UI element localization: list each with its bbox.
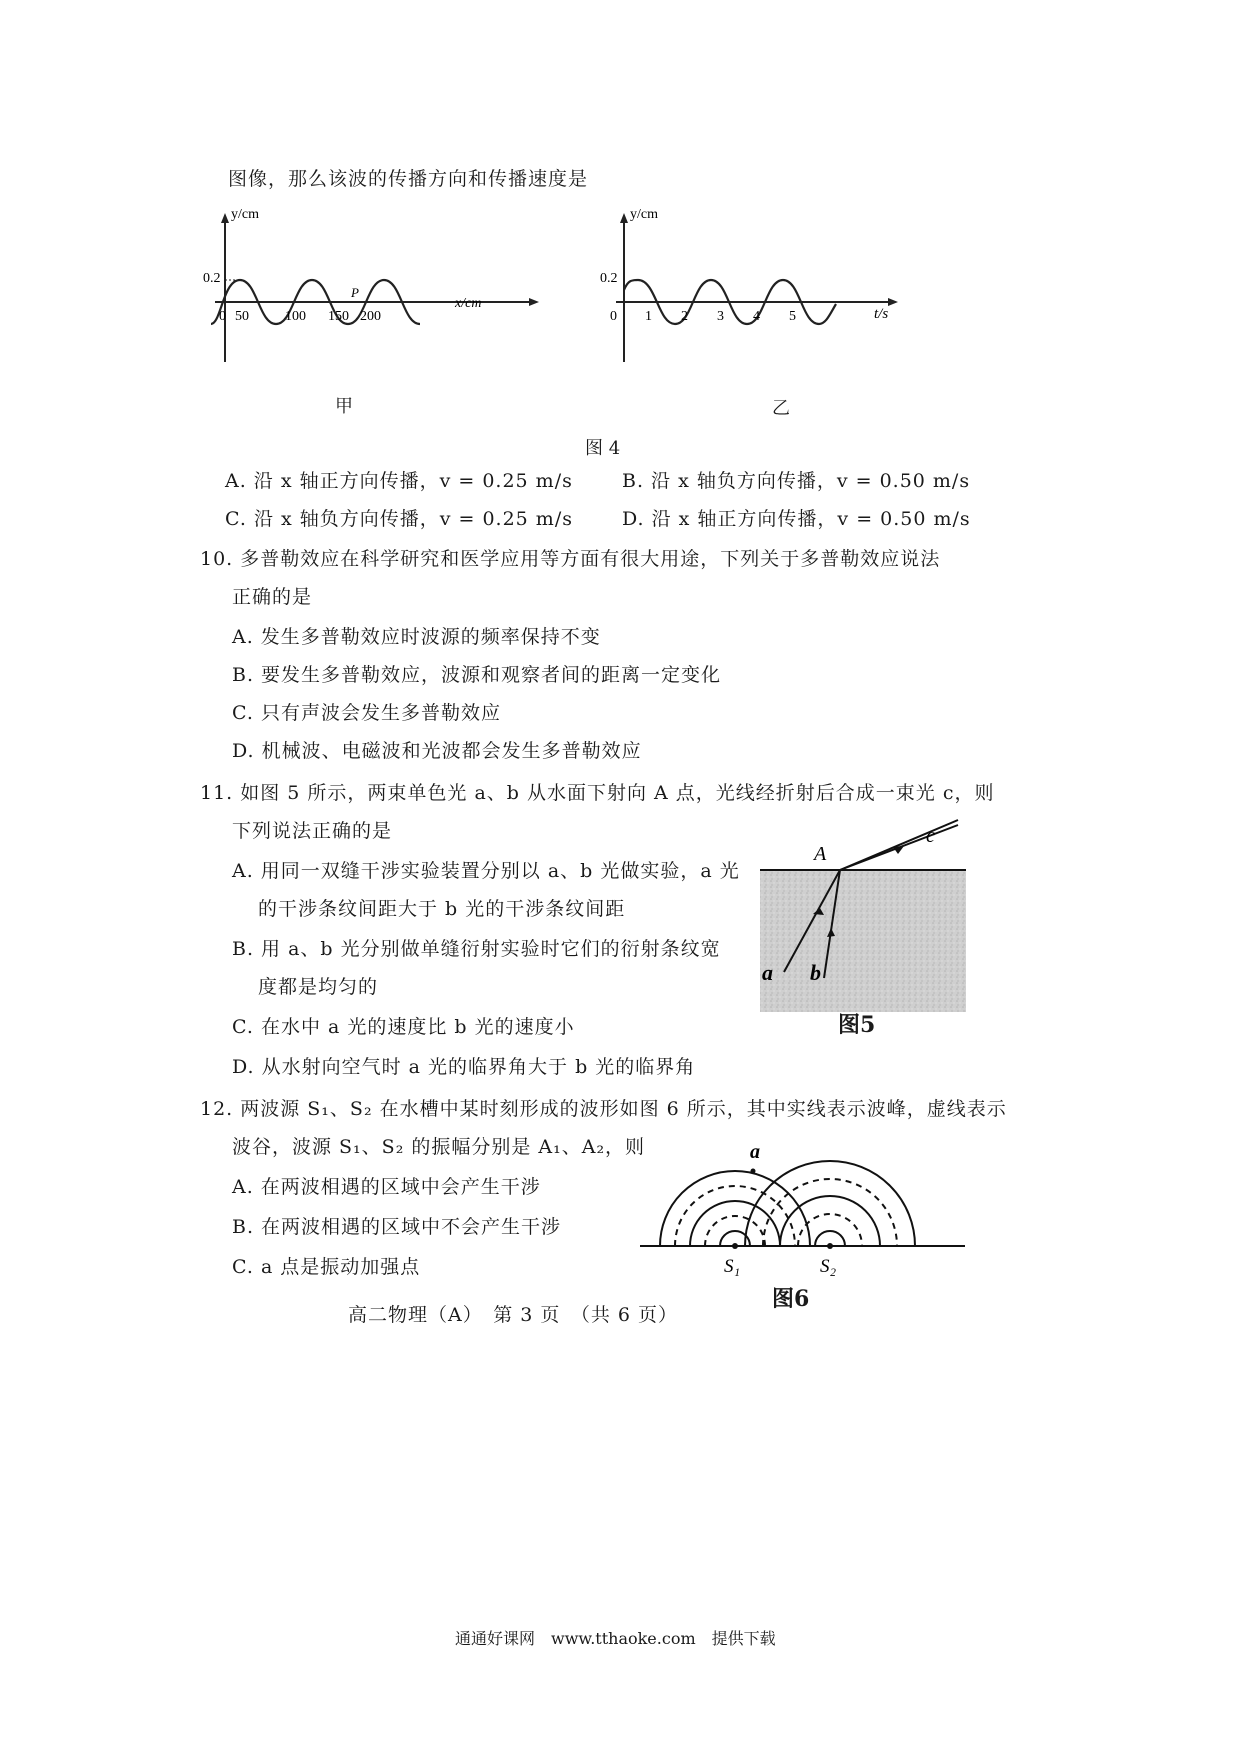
xtick: 2 [681, 309, 688, 324]
xtick: 4 [753, 309, 760, 324]
label-s2: S₂ [820, 1256, 837, 1277]
intro-text: 图像，那么该波的传播方向和传播速度是 [228, 168, 589, 190]
xlabel: t/s [874, 306, 889, 322]
q10-option-c: C. 只有声波会发生多普勒效应 [232, 702, 501, 724]
ytick: 0.2 [203, 271, 221, 286]
q11-stem-line2: 下列说法正确的是 [232, 820, 393, 842]
xtick: 200 [360, 309, 381, 324]
q11-option-b-line1: B. 用 a、b 光分别做单缝衍射实验时它们的衍射条纹宽 [232, 938, 721, 960]
q11-option-d: D. 从水射向空气时 a 光的临界角大于 b 光的临界角 [232, 1056, 696, 1078]
xtick: 0 [610, 309, 617, 324]
fig4-right-caption: 乙 [772, 398, 790, 419]
label-a: a [762, 960, 773, 985]
q11-option-a-line2: 的干涉条纹间距大于 b 光的干涉条纹间距 [258, 898, 626, 920]
label-a: a [750, 1141, 760, 1163]
label-c: c [926, 825, 935, 847]
point-a-dot [751, 1169, 756, 1174]
q11-stem-line1: 11. 如图 5 所示，两束单色光 a、b 从水面下射向 A 点，光线经折射后合成一束光 c，则 [200, 782, 995, 804]
xtick: 0 [219, 309, 226, 324]
q12-option-b: B. 在两波相遇的区域中不会产生干涉 [232, 1216, 562, 1238]
label-A: A [814, 843, 827, 865]
q11-option-b-line2: 度都是均匀的 [258, 976, 379, 998]
fig4-caption: 图 4 [585, 438, 621, 459]
fig4-right-graph [600, 207, 910, 370]
fig5-refraction-diagram [758, 820, 973, 1030]
xtick: 150 [328, 309, 349, 324]
s2-crests [745, 1161, 915, 1246]
page-footer: 高二物理（A） 第 3 页 （共 6 页） [348, 1304, 679, 1326]
point-p-label: P [351, 285, 359, 300]
q12-option-c: C. a 点是振动加强点 [232, 1256, 421, 1278]
q9-option-c: C. 沿 x 轴负方向传播，v = 0.25 m/s [225, 508, 573, 530]
site-footer: 通通好课网 www.tthaoke.com 提供下载 [455, 1629, 776, 1648]
q10-option-d: D. 机械波、电磁波和光波都会发生多普勒效应 [232, 740, 642, 762]
s2-dot [827, 1243, 833, 1249]
fig6-caption: 图6 [772, 1286, 810, 1312]
xtick: 50 [235, 309, 249, 324]
water-region [760, 870, 966, 1012]
q9-option-a: A. 沿 x 轴正方向传播，v = 0.25 m/s [225, 470, 573, 492]
q10-option-b: B. 要发生多普勒效应，波源和观察者间的距离一定变化 [232, 664, 722, 686]
xtick: 1 [645, 309, 652, 324]
q12-option-a: A. 在两波相遇的区域中会产生干涉 [232, 1176, 541, 1198]
fig4-left-graph [203, 207, 545, 370]
ytick: 0.2 [600, 271, 618, 286]
fig4-left-caption: 甲 [335, 396, 353, 417]
q11-option-c: C. 在水中 a 光的速度比 b 光的速度小 [232, 1016, 575, 1038]
q12-stem-line2: 波谷，波源 S₁、S₂ 的振幅分别是 A₁、A₂，则 [232, 1136, 646, 1158]
q9-option-d: D. 沿 x 轴正方向传播，v = 0.50 m/s [622, 508, 971, 530]
q11-option-a-line1: A. 用同一双缝干涉实验装置分别以 a、b 光做实验，a 光 [232, 860, 740, 882]
s1-troughs [675, 1186, 795, 1246]
q10-option-a: A. 发生多普勒效应时波源的频率保持不变 [232, 626, 601, 648]
s1-crests [660, 1171, 810, 1246]
xtick: 3 [717, 309, 724, 324]
q10-stem-line2: 正确的是 [232, 586, 313, 608]
xtick: 100 [285, 309, 306, 324]
ylabel: y/cm [231, 207, 259, 222]
xtick: 5 [789, 309, 796, 324]
fig6-interference-diagram [640, 1140, 970, 1280]
s1-dot [732, 1243, 738, 1249]
q9-option-b: B. 沿 x 轴负方向传播，v = 0.50 m/s [622, 470, 971, 492]
xlabel: x/cm [455, 296, 482, 311]
q12-stem-line1: 12. 两波源 S₁、S₂ 在水槽中某时刻形成的波形如图 6 所示，其中实线表示波峰，虚线表示 [200, 1098, 1007, 1120]
fig5-caption: 图5 [838, 1012, 876, 1038]
ylabel: y/cm [630, 207, 658, 222]
q10-stem-line1: 10. 多普勒效应在科学研究和医学应用等方面有很大用途，下列关于多普勒效应说法 [200, 548, 941, 570]
label-s1: S₁ [724, 1256, 741, 1277]
label-b: b [810, 960, 821, 985]
